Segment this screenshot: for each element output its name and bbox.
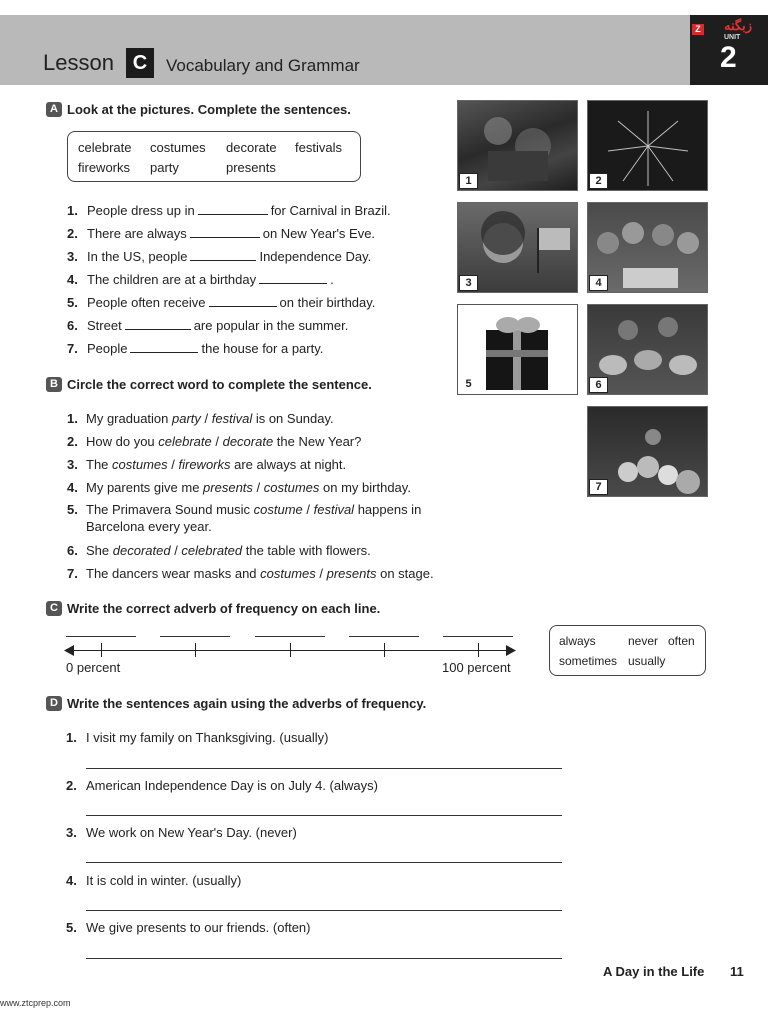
photo-number: 4 — [589, 275, 608, 291]
word-bank-word: often — [668, 634, 695, 648]
choice-option[interactable]: celebrated — [181, 543, 243, 558]
adverb-answer-line[interactable] — [349, 636, 419, 637]
rewrite-answer-line[interactable] — [86, 910, 562, 911]
item-number: 7. — [67, 341, 78, 356]
word-bank-word: always — [559, 634, 596, 648]
footer-unit-title: A Day in the Life — [603, 964, 705, 979]
rewrite-prompt: We give presents to our friends. (often) — [86, 920, 311, 935]
scale-left-label: 0 percent — [66, 660, 121, 675]
section-a-instruction: Look at the pictures. Complete the sentences. — [67, 102, 351, 117]
choice-sentence: She decorated / celebrated the table with flowers. — [86, 543, 371, 558]
answer-blank[interactable] — [130, 342, 198, 353]
birthday-party-photo — [587, 202, 708, 293]
rewrite-answer-line[interactable] — [86, 815, 562, 816]
word-bank-c — [549, 625, 706, 676]
page-number: 11 — [730, 964, 744, 979]
lesson-letter: C — [126, 48, 154, 78]
publisher-logo: زبگنه — [724, 18, 752, 33]
item-number: 1. — [67, 411, 78, 426]
choice-option[interactable]: fireworks — [178, 457, 231, 472]
item-number: 7. — [67, 566, 78, 581]
item-number: 6. — [67, 543, 78, 558]
choice-sentence: My graduation party / festival is on Sunday. — [86, 411, 334, 426]
street-festival-photo — [587, 304, 708, 395]
item-number: 5. — [67, 502, 78, 517]
lesson-label: Lesson — [43, 50, 114, 75]
rewrite-answer-line[interactable] — [86, 958, 562, 959]
decorated-house-photo — [587, 406, 708, 497]
scale-tick — [195, 643, 196, 657]
arrow-left-icon — [64, 645, 74, 656]
section-b-instruction: Circle the correct word to complete the sentence. — [67, 377, 372, 392]
answer-blank[interactable] — [125, 319, 191, 330]
choice-option[interactable]: decorated — [112, 543, 171, 558]
sentence-item: In the US, people Independence Day. — [87, 249, 372, 264]
logo-mark: Z — [692, 24, 704, 35]
item-number: 2. — [66, 778, 77, 793]
choice-option[interactable]: costumes — [263, 480, 320, 495]
choice-option[interactable]: costumes — [112, 457, 168, 472]
rewrite-prompt: We work on New Year's Day. (never) — [86, 825, 297, 840]
word-bank-a — [67, 131, 361, 182]
rewrite-answer-line[interactable] — [86, 862, 562, 863]
word-bank-word: celebrate — [78, 140, 132, 155]
word-bank-word: sometimes — [559, 654, 618, 668]
item-number: 4. — [67, 272, 78, 287]
choice-sentence: My parents give me presents / costumes on my birthday. — [86, 480, 411, 495]
choice-sentence: The Primavera Sound music costume / festival happens in — [86, 502, 422, 517]
word-bank-word: presents — [226, 160, 276, 175]
choice-option[interactable]: costume — [253, 502, 303, 517]
adverb-answer-line[interactable] — [160, 636, 230, 637]
item-number: 5. — [67, 295, 78, 310]
choice-option[interactable]: presents — [203, 480, 253, 495]
sentence-item: People the house for a party. — [87, 341, 324, 356]
word-bank-word: fireworks — [78, 160, 131, 175]
choice-option[interactable]: festival — [313, 502, 355, 517]
item-number: 2. — [67, 434, 78, 449]
rewrite-prompt: American Independence Day is on July 4. (always) — [86, 778, 378, 793]
sentence-item: People often receive on their birthday. — [87, 295, 376, 310]
photo-number: 7 — [589, 479, 608, 495]
header-band — [0, 15, 768, 85]
item-number: 1. — [66, 730, 77, 745]
section-d-badge: D — [46, 696, 62, 711]
scale-tick — [478, 643, 479, 657]
unit-label: UNIT — [724, 34, 741, 41]
word-bank-word: party — [150, 160, 179, 175]
section-c-instruction: Write the correct adverb of frequency on each line. — [67, 601, 381, 616]
rewrite-answer-line[interactable] — [86, 768, 562, 769]
item-number: 5. — [66, 920, 77, 935]
rewrite-prompt: I visit my family on Thanksgiving. (usually) — [86, 730, 329, 745]
item-number: 3. — [67, 249, 78, 264]
sentence-item: The children are at a birthday . — [87, 272, 334, 287]
answer-blank[interactable] — [209, 296, 277, 307]
item-number: 6. — [67, 318, 78, 333]
choice-option[interactable]: decorate — [222, 434, 274, 449]
lesson-title: Vocabulary and Grammar — [166, 56, 360, 75]
adverb-answer-line[interactable] — [255, 636, 325, 637]
photo-number: 3 — [459, 275, 478, 291]
photo-number: 2 — [589, 173, 608, 189]
scale-tick — [101, 643, 102, 657]
section-d-instruction: Write the sentences again using the adverbs of frequency. — [67, 696, 427, 711]
item-number: 4. — [66, 873, 77, 888]
item-number: 3. — [66, 825, 77, 840]
item-number: 2. — [67, 226, 78, 241]
section-c-badge: C — [46, 601, 62, 616]
word-bank-word: festivals — [295, 140, 342, 155]
sentence-item: There are always on New Year's Eve. — [87, 226, 376, 241]
independence-day-photo — [457, 202, 578, 293]
answer-blank[interactable] — [198, 204, 268, 215]
site-url: www.ztcprep.com — [0, 998, 71, 1008]
answer-blank[interactable] — [259, 273, 327, 284]
choice-sentence-continued: Barcelona every year. — [86, 519, 212, 534]
present-photo — [457, 304, 578, 395]
choice-sentence: The costumes / fireworks are always at night. — [86, 457, 347, 472]
choice-sentence: The dancers wear masks and costumes / presents on stage. — [86, 566, 434, 581]
carnival-photo — [457, 100, 578, 191]
photo-number: 6 — [589, 377, 608, 393]
arrow-right-icon — [506, 645, 516, 656]
answer-blank[interactable] — [190, 227, 260, 238]
sentence-item: People dress up in for Carnival in Brazil. — [87, 203, 391, 218]
item-number: 3. — [67, 457, 78, 472]
scale-tick — [290, 643, 291, 657]
word-bank-word: decorate — [226, 140, 277, 155]
word-bank-word: costumes — [150, 140, 206, 155]
scale-tick — [384, 643, 385, 657]
choice-option[interactable]: costumes — [260, 566, 316, 581]
choice-sentence: How do you celebrate / decorate the New Year? — [86, 434, 362, 449]
item-number: 1. — [67, 203, 78, 218]
fireworks-photo — [587, 100, 708, 191]
unit-number: 2 — [720, 41, 737, 74]
word-bank-word: usually — [628, 654, 666, 668]
adverb-answer-line[interactable] — [66, 636, 136, 637]
section-a-badge: A — [46, 102, 62, 117]
choice-option[interactable]: celebrate — [158, 434, 212, 449]
sentence-item: Street are popular in the summer. — [87, 318, 349, 333]
photo-number: 1 — [459, 173, 478, 189]
choice-option[interactable]: presents — [326, 566, 377, 581]
word-bank-word: never — [628, 634, 659, 648]
choice-option[interactable]: party — [172, 411, 201, 426]
section-b-badge: B — [46, 377, 62, 392]
rewrite-prompt: It is cold in winter. (usually) — [86, 873, 242, 888]
item-number: 4. — [67, 480, 78, 495]
answer-blank[interactable] — [190, 250, 256, 261]
adverb-answer-line[interactable] — [443, 636, 513, 637]
choice-option[interactable]: festival — [211, 411, 253, 426]
photo-number: 5 — [459, 377, 478, 393]
scale-right-label: 100 percent — [442, 660, 511, 675]
